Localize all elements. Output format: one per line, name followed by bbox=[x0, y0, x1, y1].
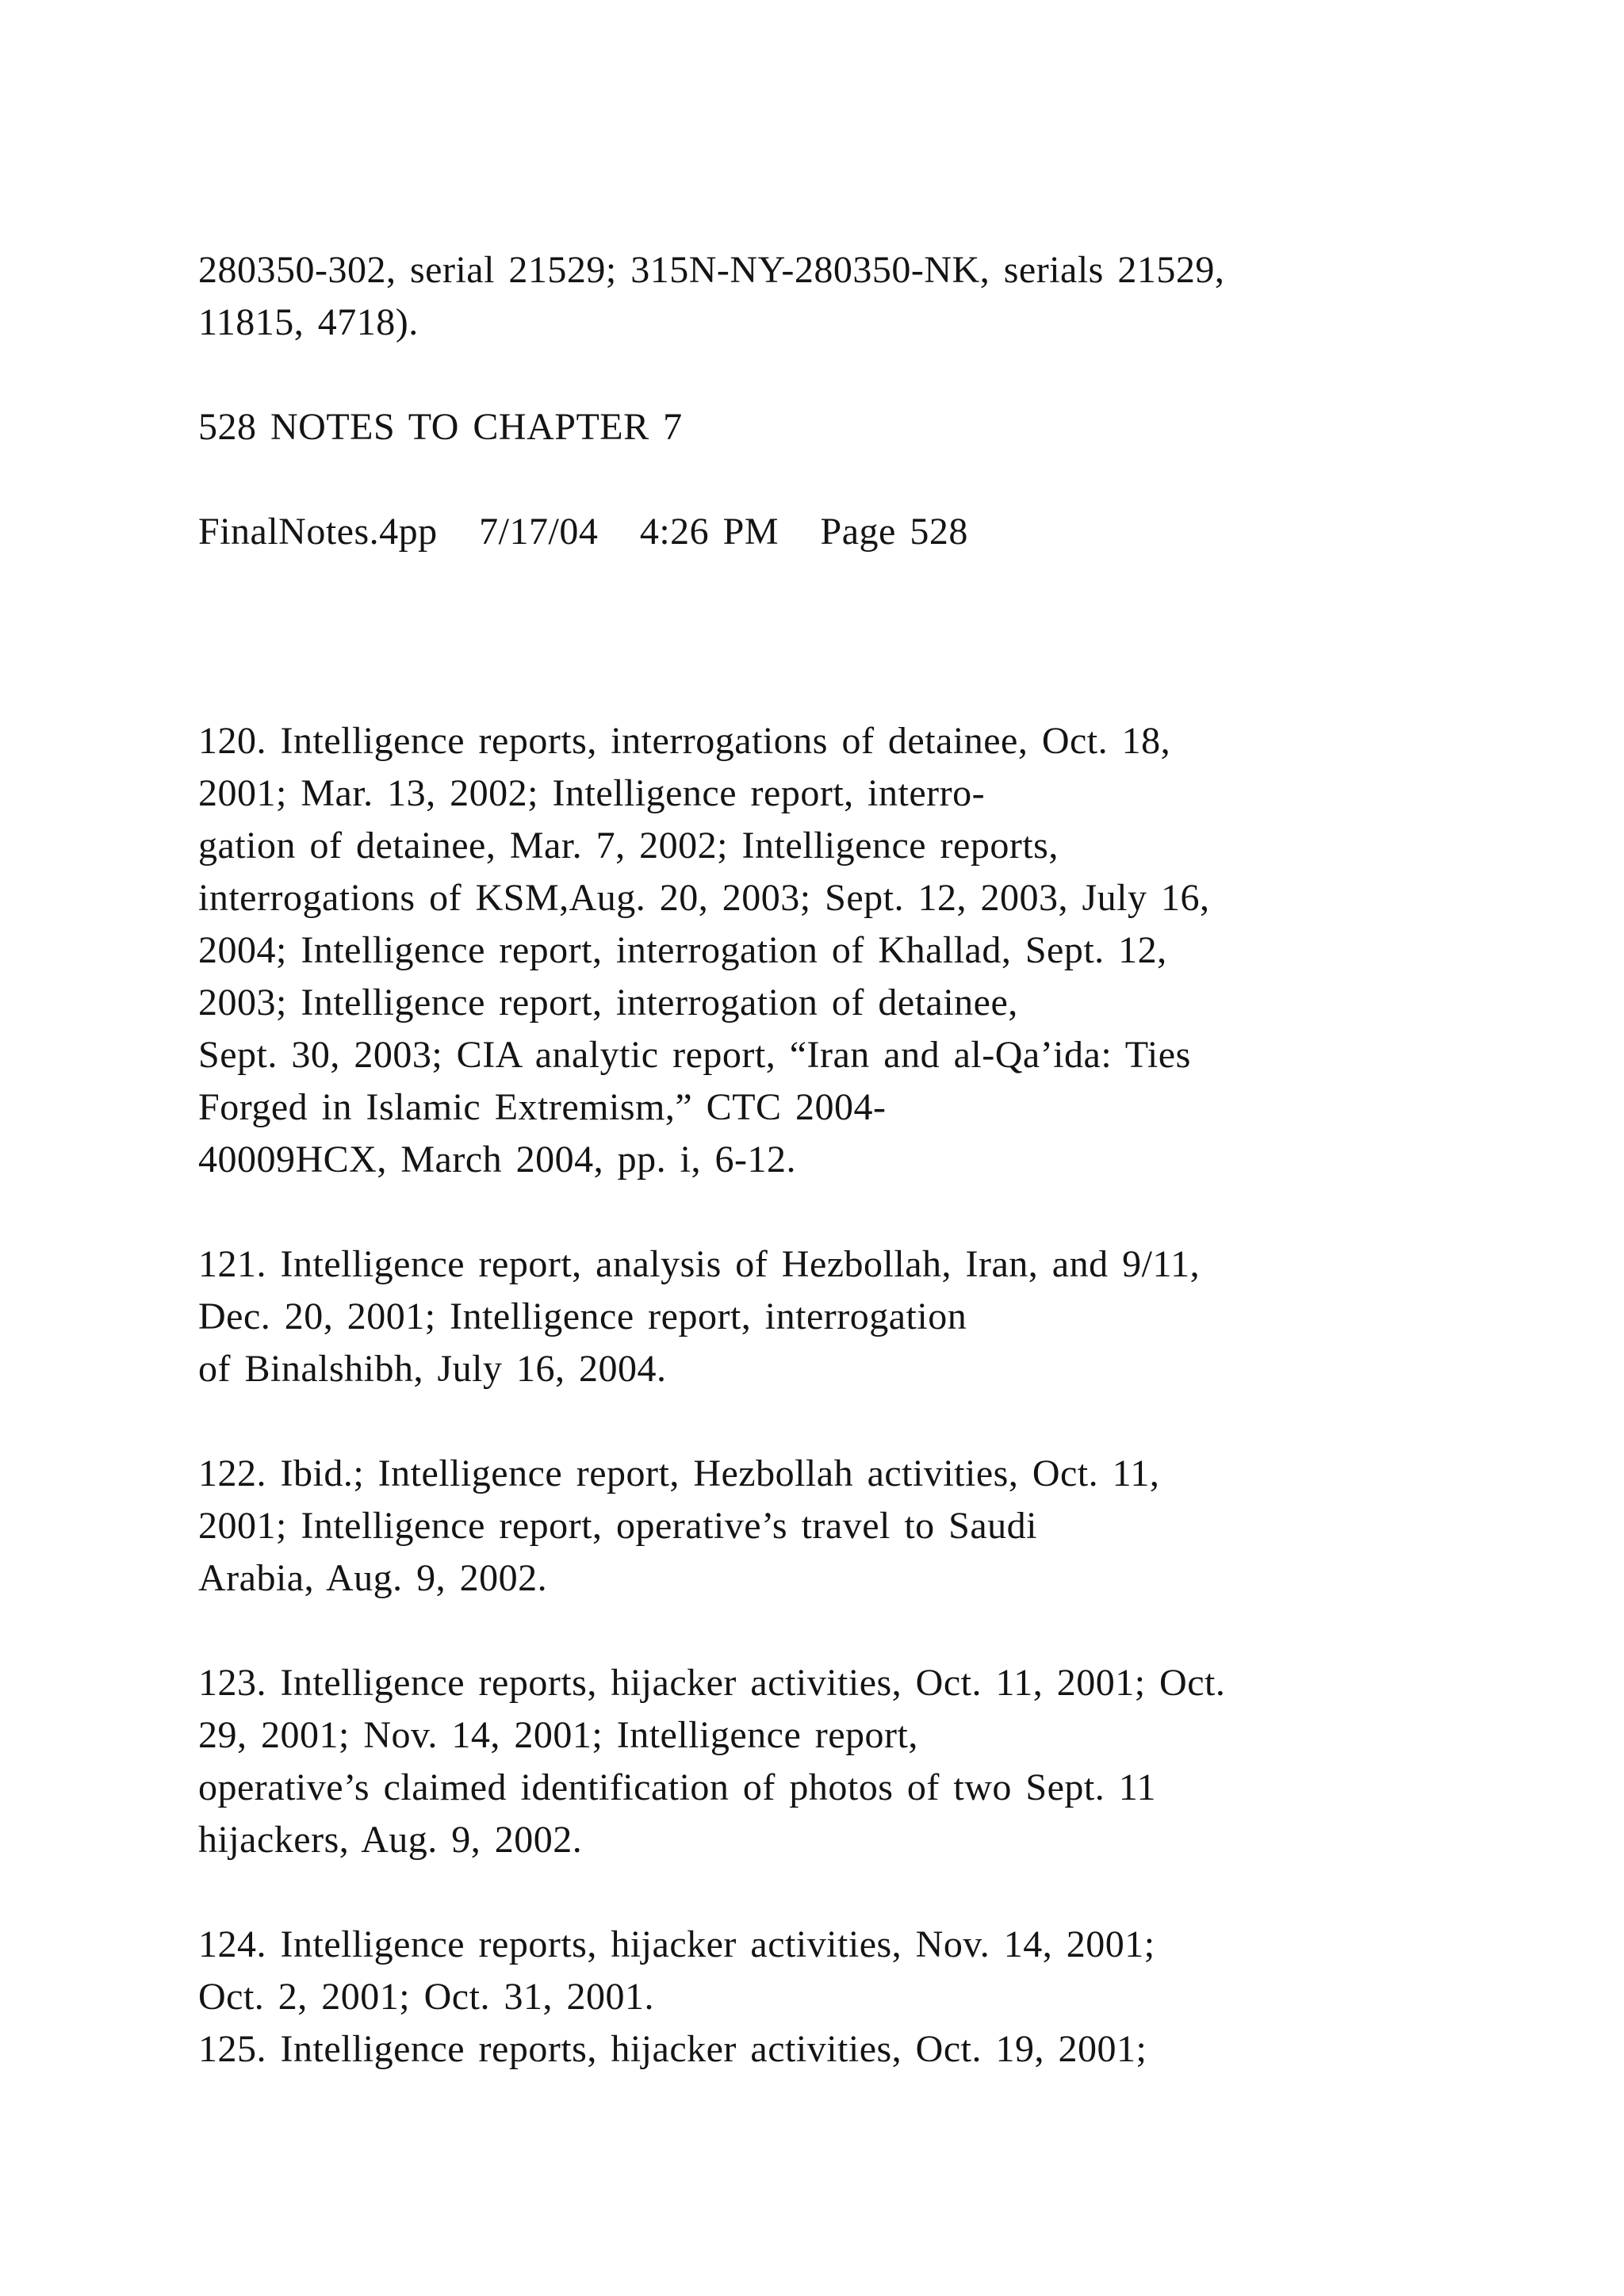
note-line: Oct. 2, 2001; Oct. 31, 2001. bbox=[198, 1976, 654, 2018]
note-line: 29, 2001; Nov. 14, 2001; Intelligence report, bbox=[198, 1714, 918, 1756]
note-121 bbox=[198, 1238, 1546, 1395]
slug-line bbox=[198, 506, 1546, 558]
running-head-text: 528 NOTES TO CHAPTER 7 bbox=[198, 406, 683, 448]
note-line: Forged in Islamic Extremism,” CTC 2004- bbox=[198, 1086, 887, 1128]
continuation-text bbox=[198, 244, 1546, 349]
note-line: 2003; Intelligence report, interrogation of detainee, bbox=[198, 982, 1018, 1024]
document-page bbox=[198, 244, 1546, 2076]
note-line: hijackers, Aug. 9, 2002. bbox=[198, 1819, 583, 1861]
note-line: 125. Intelligence reports, hijacker activities, Oct. 19, 2001; bbox=[198, 2028, 1147, 2070]
note-line: Arabia, Aug. 9, 2002. bbox=[198, 1557, 548, 1599]
note-123 bbox=[198, 1657, 1546, 1866]
note-122 bbox=[198, 1448, 1546, 1605]
text-line: 11815, 4718). bbox=[198, 301, 419, 343]
note-line: 2004; Intelligence report, interrogation of Khallad, Sept. 12, bbox=[198, 929, 1167, 971]
note-line: 2001; Mar. 13, 2002; Intelligence report, interro- bbox=[198, 772, 986, 814]
note-line: gation of detainee, Mar. 7, 2002; Intelligence reports, bbox=[198, 825, 1059, 867]
note-124 bbox=[198, 1919, 1546, 2023]
note-line: operative’s claimed identification of photos of two Sept. 11 bbox=[198, 1766, 1156, 1808]
slug-line-text: FinalNotes.4pp 7/17/04 4:26 PM Page 528 bbox=[198, 511, 968, 553]
note-line: 124. Intelligence reports, hijacker activities, Nov. 14, 2001; bbox=[198, 1923, 1155, 1965]
text-line: 280350-302, serial 21529; 315N-NY-280350-NK, serials 21529, bbox=[198, 249, 1225, 291]
note-120 bbox=[198, 715, 1546, 1186]
note-line: 121. Intelligence report, analysis of Hezbollah, Iran, and 9/11, bbox=[198, 1243, 1201, 1285]
note-line: 2001; Intelligence report, operative’s travel to Saudi bbox=[198, 1505, 1038, 1547]
note-line: Sept. 30, 2003; CIA analytic report, “Iran and al-Qa’ida: Ties bbox=[198, 1034, 1191, 1076]
note-line: of Binalshibh, July 16, 2004. bbox=[198, 1348, 667, 1390]
running-head bbox=[198, 401, 1546, 453]
note-line: 123. Intelligence reports, hijacker activities, Oct. 11, 2001; Oct. bbox=[198, 1662, 1226, 1704]
note-line: interrogations of KSM,Aug. 20, 2003; Sept. 12, 2003, July 16, bbox=[198, 877, 1210, 919]
note-line: 40009HCX, March 2004, pp. i, 6-12. bbox=[198, 1138, 796, 1181]
note-line: 122. Ibid.; Intelligence report, Hezbollah activities, Oct. 11, bbox=[198, 1452, 1160, 1494]
note-line: Dec. 20, 2001; Intelligence report, interrogation bbox=[198, 1295, 967, 1337]
note-125 bbox=[198, 2023, 1546, 2076]
note-line: 120. Intelligence reports, interrogations of detainee, Oct. 18, bbox=[198, 720, 1171, 762]
